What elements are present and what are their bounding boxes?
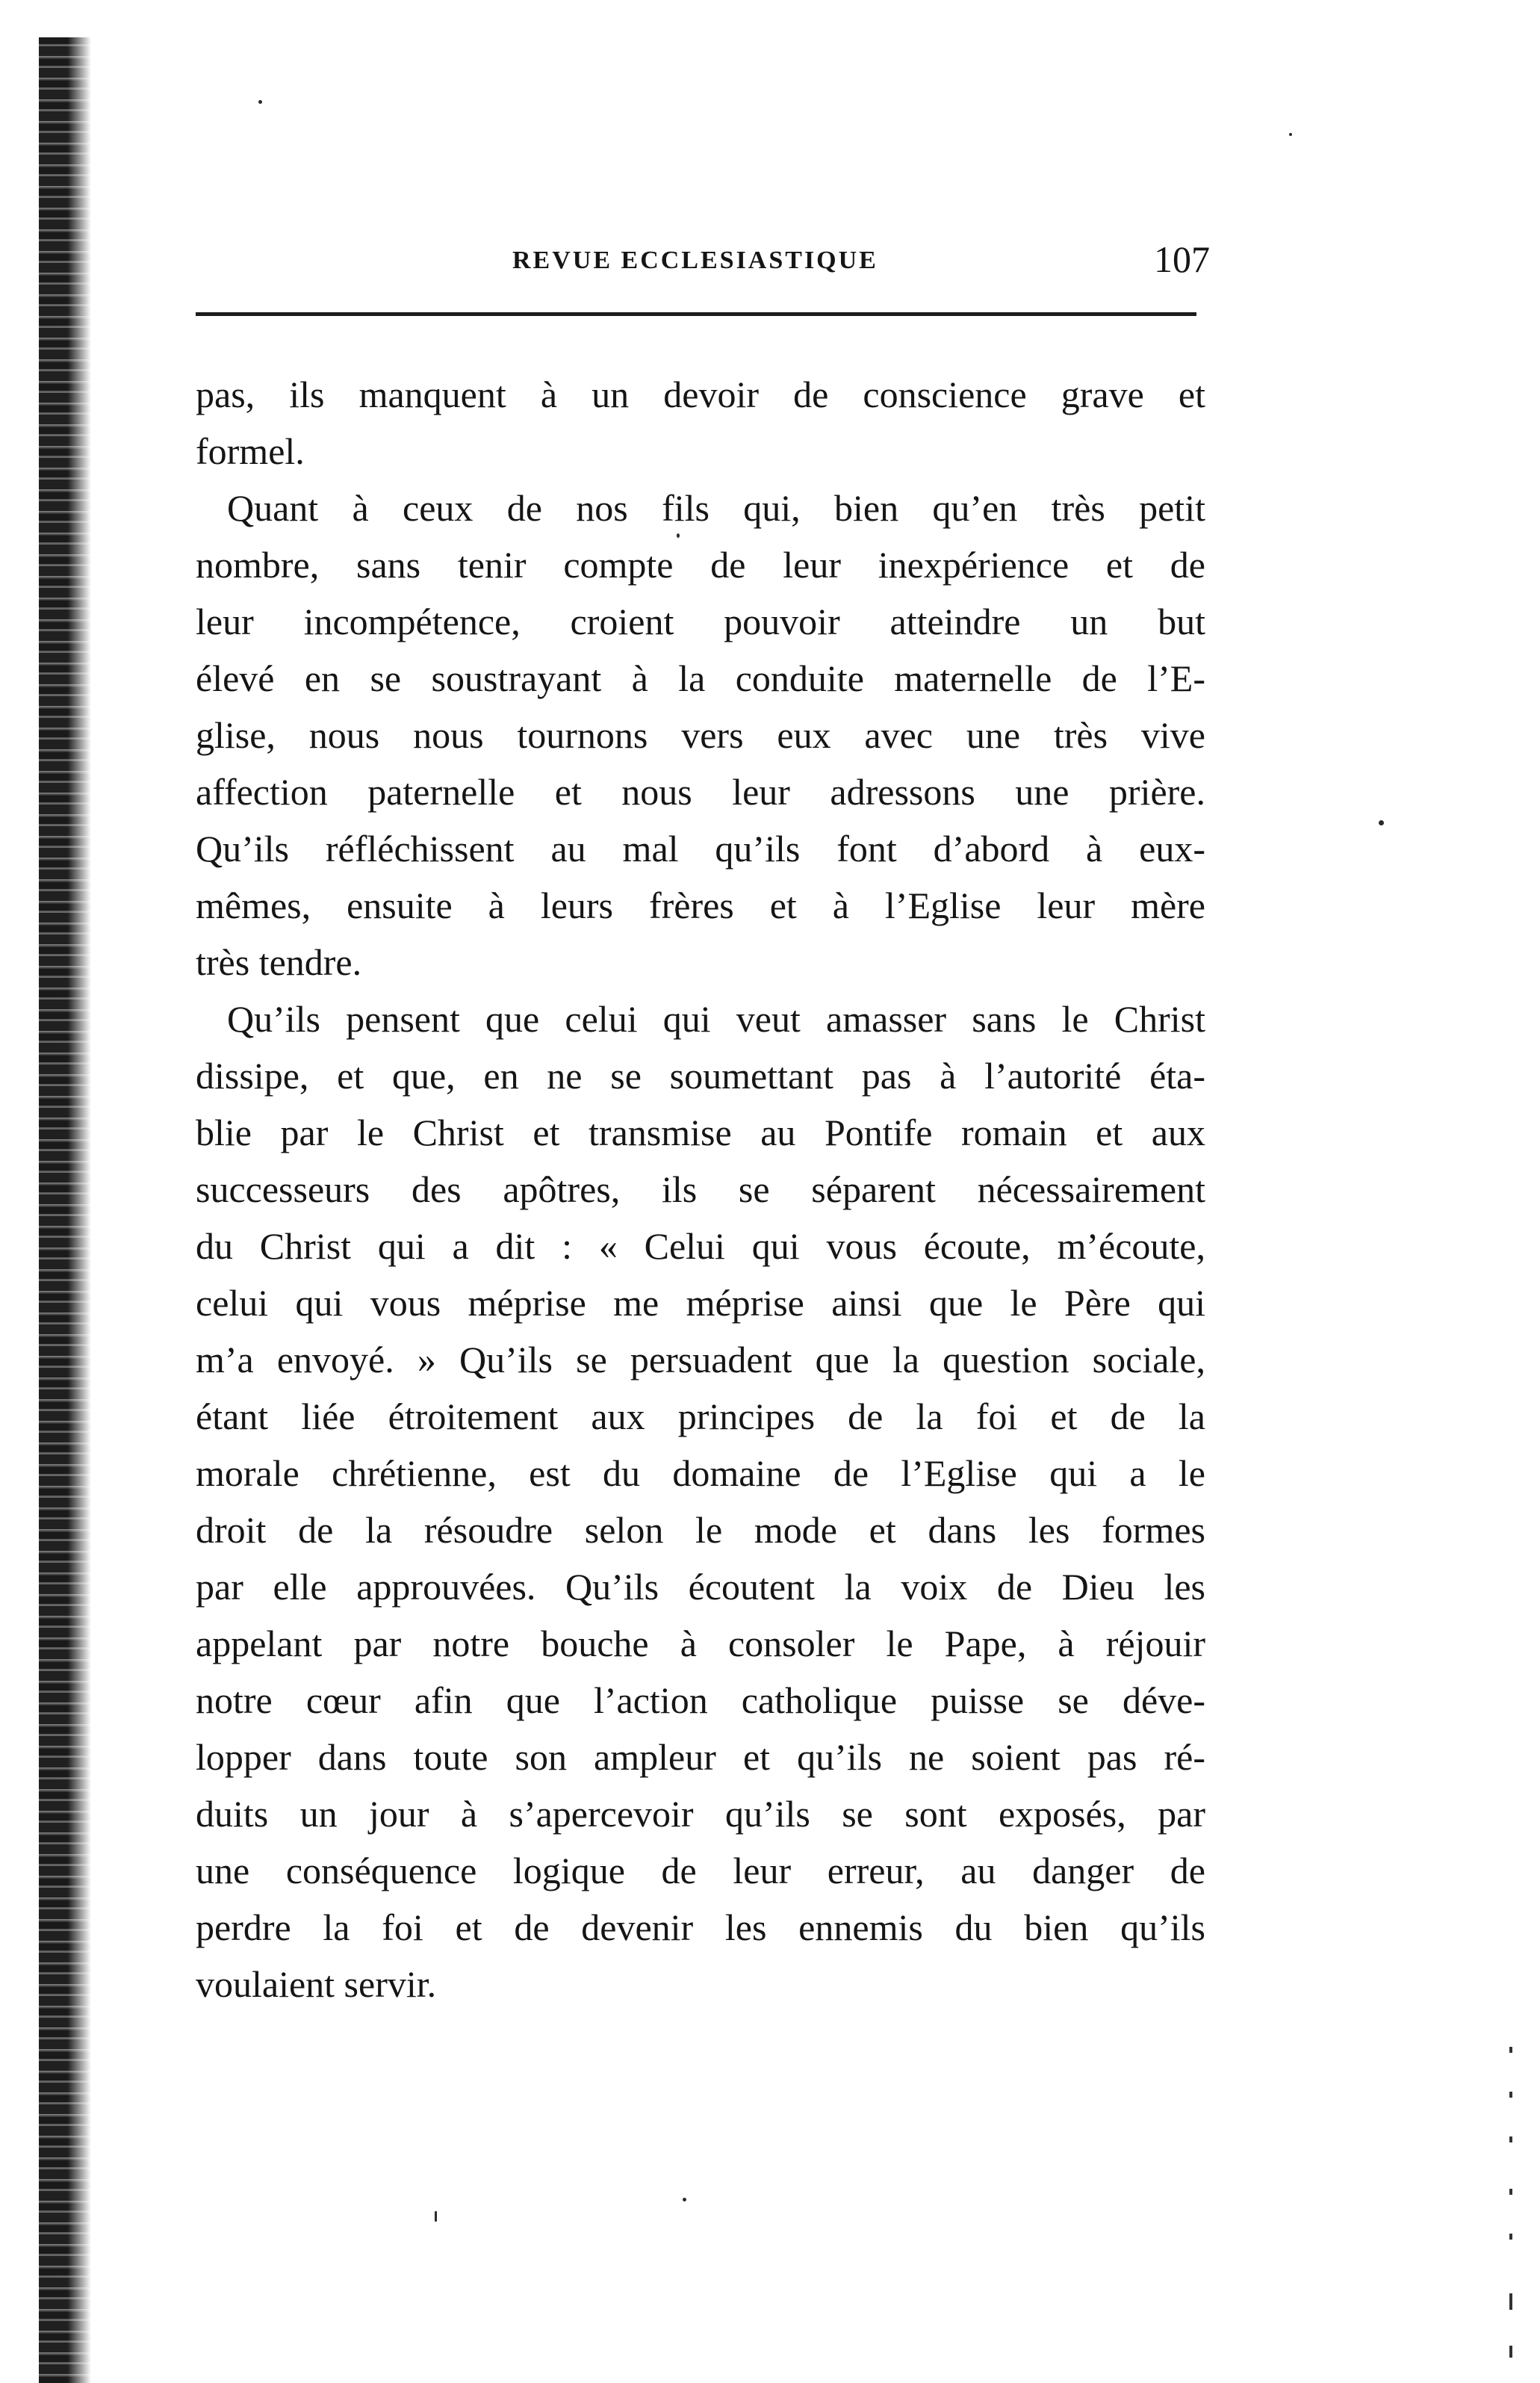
scan-edge-marks: [1505, 2047, 1518, 2376]
binding-edge: [39, 37, 91, 2383]
text-line: formel.: [196, 430, 305, 472]
running-header: [194, 238, 1210, 282]
text-line: successeurs des apôtres, ils se séparent nécessairement: [196, 1168, 1205, 1210]
text-line: glise, nous nous tournons vers eux avec une très vive: [196, 714, 1205, 756]
text-line: lopper dans toute son ampleur et qu’ils ne soient pas ré-: [196, 1736, 1205, 1778]
scan-speck: [258, 100, 262, 104]
scan-speck: [1379, 820, 1384, 825]
text-line: blie par le Christ et transmise au Pontife romain et aux: [196, 1112, 1205, 1153]
running-title: REVUE ECCLESIASTIQUE: [512, 247, 878, 274]
scan-speck: [1289, 133, 1292, 136]
text-line: élevé en se soustrayant à la conduite maternelle de l’E-: [196, 657, 1205, 699]
text-line: nombre, sans tenir compte de leur inexpérience et de: [196, 544, 1205, 586]
text-line: du Christ qui a dit : « Celui qui vous écoute, m’écoute,: [196, 1225, 1205, 1267]
text-line: appelant par notre bouche à consoler le Pape, à réjouir: [196, 1623, 1205, 1664]
body-text: [196, 366, 1205, 2012]
page-number: 107: [1154, 238, 1210, 280]
text-line: par elle approuvées. Qu’ils écoutent la voix de Dieu les: [196, 1566, 1205, 1608]
text-line: perdre la foi et de devenir les ennemis du bien qu’ils: [196, 1906, 1205, 1948]
text-line: Qu’ils pensent que celui qui veut amasser sans le Christ: [227, 998, 1205, 1040]
text-line: droit de la résoudre selon le mode et dans les formes: [196, 1509, 1205, 1551]
text-line: Qu’ils réfléchissent au mal qu’ils font d’abord à eux-: [196, 828, 1205, 870]
text-line: une conséquence logique de leur erreur, au danger de: [196, 1850, 1205, 1891]
text-line: voulaient servir.: [196, 1963, 437, 2005]
text-line: notre cœur afin que l’action catholique puisse se déve-: [196, 1679, 1205, 1721]
header-rule: [196, 312, 1196, 316]
scan-speck: [435, 2211, 437, 2222]
text-line: Quant à ceux de nos fils qui, bien qu’en très petit: [227, 487, 1205, 529]
text-line: étant liée étroitement aux principes de la foi et de la: [196, 1395, 1205, 1437]
text-line: dissipe, et que, en ne se soumettant pas à l’autorité éta-: [196, 1055, 1205, 1097]
scan-speck: [683, 2198, 686, 2201]
text-line: duits un jour à s’apercevoir qu’ils se sont exposés, par: [196, 1793, 1205, 1835]
text-line: celui qui vous méprise me méprise ainsi que le Père qui: [196, 1282, 1205, 1324]
text-line: leur incompétence, croient pouvoir atteindre un but: [196, 601, 1205, 642]
text-line: affection paternelle et nous leur adressons une prière.: [196, 771, 1205, 813]
text-line: m’a envoyé. » Qu’ils se persuadent que la question sociale,: [196, 1339, 1205, 1380]
text-line: très tendre.: [196, 941, 362, 983]
text-line: morale chrétienne, est du domaine de l’Eglise qui a le: [196, 1452, 1205, 1494]
text-line: mêmes, ensuite à leurs frères et à l’Eglise leur mère: [196, 884, 1205, 926]
text-line: pas, ils manquent à un devoir de conscience grave et: [196, 374, 1205, 415]
